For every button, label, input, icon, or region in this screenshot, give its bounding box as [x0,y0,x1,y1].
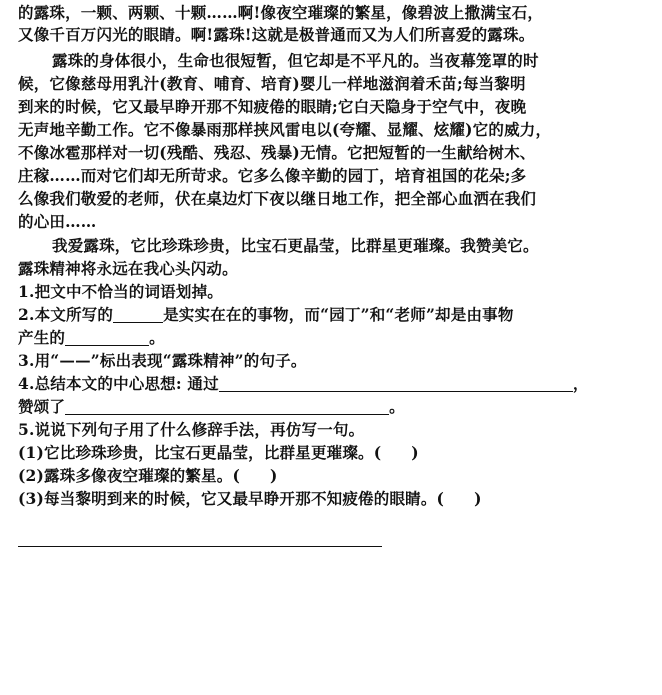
sentence-2 [18,465,644,487]
sentence-3-text: (3)每当黎明到来的时候，它又最早睁开那不知疲倦的眼睛。( [18,489,445,508]
passage-line-5: 到来的时候，它又最早睁开那不知疲倦的眼睛;它白天隐身于空气中，夜晚 [18,97,527,116]
question-4-continued [18,396,644,418]
question-1: 1.把文中不恰当的词语划掉。 [18,282,223,301]
passage-line-2: 又像千百万闪光的眼睛。啊!露珠!这就是极普通而又为人们所喜爱的露珠。 [18,25,535,44]
sentence-2-close: ) [270,466,278,485]
sentence-1-close: ) [411,443,419,462]
sentence-2-text: (2)露珠多像夜空璀璨的繁星。( [18,466,240,485]
question-2-blank-2[interactable] [65,329,149,346]
question-2-end: 。 [149,328,165,347]
question-2-blank-1[interactable] [113,306,163,323]
question-2-text-b: 是实实在在的事物，而“园丁”和“老师”却是由事物 [163,305,514,324]
passage-line-10: 的心田…… [18,212,97,231]
passage-line-11: 我爱露珠，它比珍珠珍贵，比宝石更晶莹，比群星更璀璨。我赞美它。 [52,236,539,255]
question-4-blank-1[interactable] [219,375,573,392]
question-2-text-c: 产生的 [18,328,66,347]
sentence-3-close: ) [474,489,482,508]
passage-line-3: 露珠的身体很小，生命也很短暂，但它却是不平凡的。当夜幕笼罩的时 [52,51,539,70]
passage-line-7: 不像冰雹那样对一切(残酷、残忍、残暴)无情。它把短暂的一生献给树木、 [18,143,536,162]
passage-line-9: 么像我们敬爱的老师，伏在桌边灯下夜以继日地工作，把全部心血洒在我们 [18,189,537,208]
passage-line-6: 无声地辛勤工作。它不像暴雨那样挟风雷电以(夸耀、显耀、炫耀)它的威力， [18,120,552,139]
sentence-1 [18,442,644,464]
question-4-end: 。 [389,397,405,416]
question-4-blank-2[interactable] [65,398,389,415]
passage-line-12: 露珠精神将永远在我心头闪动。 [18,259,238,278]
passage-line-8: 庄稼……而对它们却无所苛求。它多么像辛勤的园丁，培育祖国的花朵;多 [18,166,527,185]
sentence-3 [18,488,644,510]
question-4 [18,373,644,395]
question-2-text-a: 2.本文所写的 [18,305,114,324]
question-4-comma: ， [572,374,589,393]
sentence-1-text: (1)它比珍珠珍贵，比宝石更晶莹，比群星更璀璨。( [18,443,382,462]
question-4-text-a: 4.总结本文的中心思想: 通过 [18,374,219,393]
passage-line-4: 候，它像慈母用乳汁(教育、哺育、培育)婴儿一样地滋润着禾苗;每当黎明 [18,74,526,93]
question-3: 3.用“——”标出表现“露珠精神”的句子。 [18,351,307,370]
question-2 [18,304,644,326]
question-4-text-b: 赞颂了 [18,397,66,416]
passage-line-1: 的露珠，一颗、两颗、十颗……啊!像夜空璀璨的繁星，像碧波上撒满宝石， [18,3,544,22]
imitation-answer-line[interactable] [18,546,382,547]
question-2-continued [18,327,644,349]
question-5: 5.说说下列句子用了什么修辞手法，再仿写一句。 [18,420,365,439]
